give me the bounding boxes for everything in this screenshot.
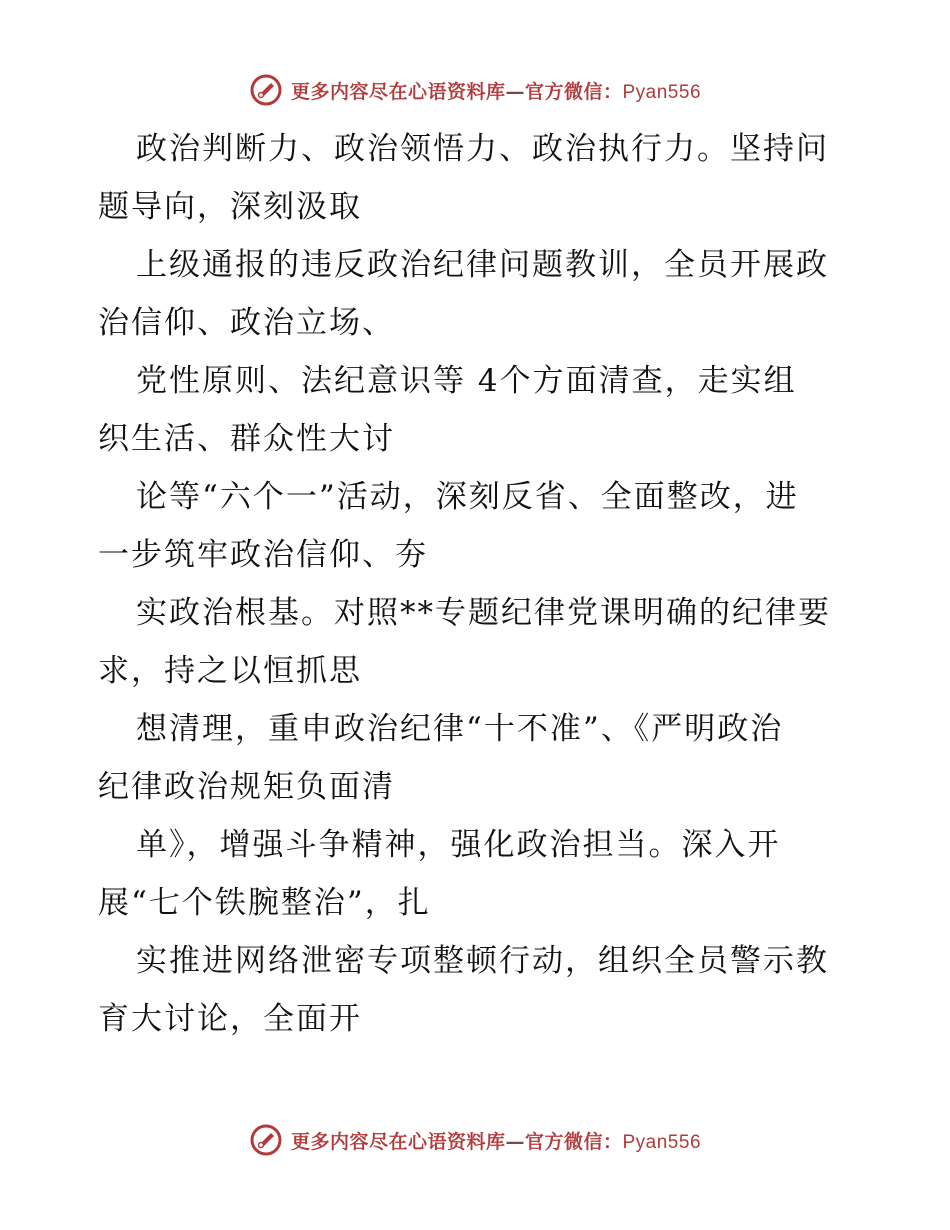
header-banner-dash: — <box>505 80 525 103</box>
paragraph-4-line-2: 一步筑牢政治信仰、夯 <box>98 537 428 573</box>
seal-logo-icon <box>249 1123 283 1157</box>
paragraph-8-line-1: 实推进网络泄密专项整顿行动，组织全员警示教 <box>136 943 829 979</box>
paragraph-5-line-2: 求，持之以恒抓思 <box>98 653 362 689</box>
paragraph-2 <box>98 236 858 352</box>
header-banner-text <box>291 77 701 104</box>
paragraph-1 <box>98 120 858 236</box>
paragraph-6-line-2: 纪律政治规矩负面清 <box>98 769 395 805</box>
header-banner-official: 官方微信： <box>524 80 623 103</box>
paragraph-7-line-1: 单》，增强斗争精神，强化政治担当。深入开 <box>136 827 781 863</box>
header-banner-main: 更多内容尽在心语资料库 <box>290 80 506 103</box>
paragraph-3 <box>98 352 858 468</box>
paragraph-2-line-2: 治信仰、政治立场、 <box>98 305 395 341</box>
paragraph-1-line-2: 题导向，深刻汲取 <box>98 189 362 225</box>
paragraph-4 <box>98 468 858 584</box>
paragraph-3-line-1: 党性原则、法纪意识等 4个方面清查，走实组 <box>136 363 797 399</box>
footer-banner <box>0 1120 950 1160</box>
header-banner <box>0 70 950 110</box>
paragraph-2-line-1: 上级通报的违反政治纪律问题教训，全员开展政 <box>136 247 829 283</box>
paragraph-5-line-1: 实政治根基。对照**专题纪律党课明确的纪律要 <box>136 595 831 631</box>
footer-banner-wechat: Pyan556 <box>622 1131 702 1153</box>
header-banner-wechat: Pyan556 <box>622 81 702 103</box>
paragraph-8-line-2: 育大讨论，全面开 <box>98 1001 362 1037</box>
paragraph-6 <box>98 700 858 816</box>
paragraph-8 <box>98 932 858 1048</box>
paragraph-7 <box>98 816 858 932</box>
body-text <box>98 120 858 1048</box>
footer-banner-text <box>291 1127 701 1154</box>
footer-banner-dash: — <box>505 1130 525 1153</box>
paragraph-3-line-2: 织生活、群众性大讨 <box>98 421 395 457</box>
paragraph-5 <box>98 584 858 700</box>
paragraph-1-line-1: 政治判断力、政治领悟力、政治执行力。坚持问 <box>136 131 829 167</box>
footer-banner-official: 官方微信： <box>524 1130 623 1153</box>
paragraph-6-line-1: 想清理，重申政治纪律“十不准”、《严明政治 <box>136 711 784 747</box>
paragraph-7-line-2: 展“七个铁腕整治”，扎 <box>98 885 431 921</box>
seal-logo-icon <box>249 73 283 107</box>
paragraph-4-line-1: 论等“六个一”活动，深刻反省、全面整改，进 <box>136 479 799 515</box>
footer-banner-main: 更多内容尽在心语资料库 <box>290 1130 506 1153</box>
